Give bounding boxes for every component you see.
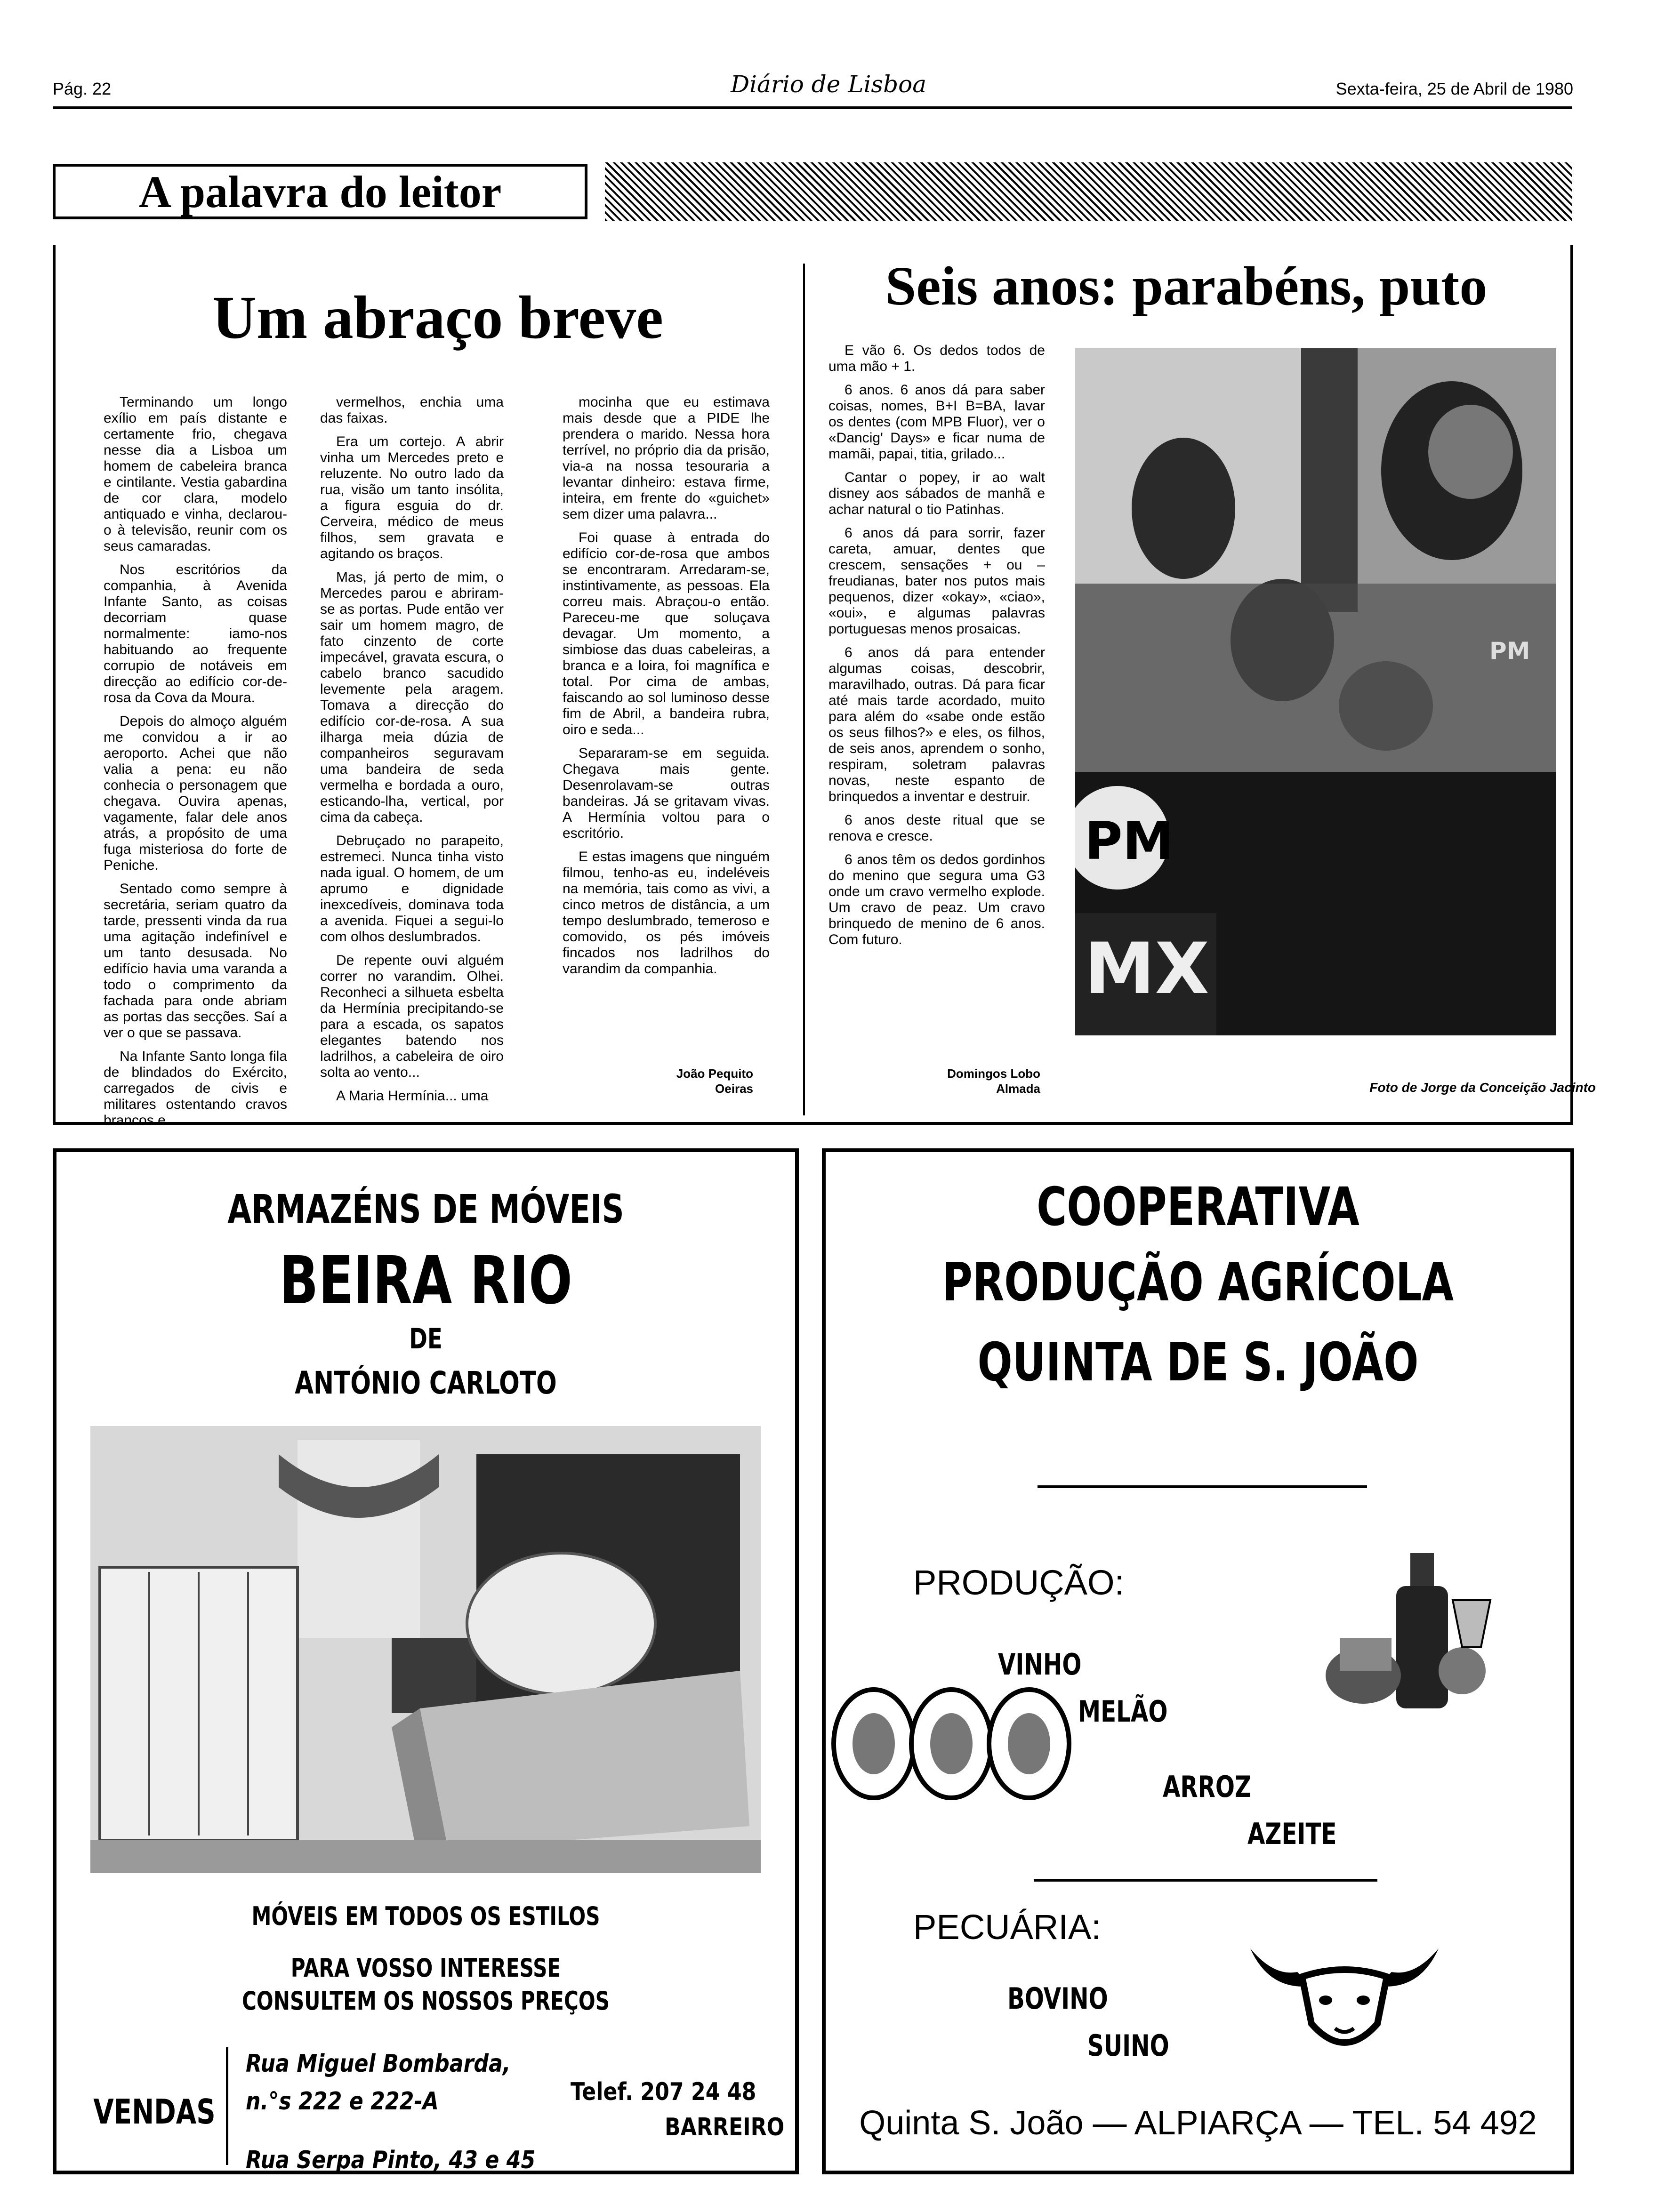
paragraph: 6 anos têm os dedos gordinhos do menino que segura uma G3 onde um cravo vermelho explode. Um cravo de peaz. Um cravo brinquedo de menino de 6 anos. Com futuro. [828, 852, 1045, 947]
ad1-address2: n.°s 222 e 222-A [246, 2087, 439, 2116]
paragraph: 6 anos dá para sorrir, fazer careta, amuar, dentes que crescem, sensações + ou – freudianas, bater nos putos mais pequenos, dizer «okay», «ciao», «oui», e algumas palavras portuguesas menos prosaicas. [828, 525, 1045, 637]
letter1-column-1 [104, 394, 287, 1136]
ad2-line1: COOPERATIVA [1037, 1177, 1359, 1238]
soldiers-photo [1075, 348, 1556, 1035]
ad1-brand: BEIRA RIO [279, 1242, 572, 1319]
signature-name: João Pequito [676, 1066, 753, 1081]
ad2-line3: QUINTA DE S. JOÃO [977, 1332, 1419, 1393]
ad1-sales-label: VENDAS [93, 2092, 216, 2132]
frame-left-rule [53, 245, 56, 1125]
paragraph: De repente ouvi alguém correr no varandim. Olhei. Reconheci a silhueta esbelta da Hermínia precipitando-se para a escada, os sapatos elegantes batendo nos ladrilhos, a cabeleira de oiro solta ao vento... [320, 953, 504, 1080]
paragraph: vermelhos, enchia uma das faixas. [320, 394, 504, 426]
paragraph: Na Infante Santo longa fila de blindados do Exército, carregados de civis e militares ostentando cravos brancos e [104, 1049, 287, 1128]
wine-still-life-icon [1321, 1534, 1500, 1713]
ad2-line2: PRODUÇÃO AGRÍCOLA [942, 1252, 1454, 1313]
ad1-cta2: CONSULTEM OS NOSSOS PREÇOS [241, 1986, 610, 2016]
ad2-rule-bottom [1034, 1879, 1377, 1882]
paragraph: E vão 6. Os dedos todos de uma mão + 1. [828, 343, 1045, 374]
bedroom-photo [90, 1426, 761, 1873]
barrels-icon [831, 1685, 1076, 1803]
newspaper-title: Diário de Lisboa [730, 71, 927, 98]
paragraph: Era um cortejo. A abrir vinha um Mercedes preto e reluzente. No outro lado da rua, visão um tanto insólita, a figura esguia do dr. Cerveira, médico de meus filhos, sem gravata e agitando os braços. [320, 434, 504, 561]
ad1-city: BARREIRO [665, 2113, 785, 2141]
column-divider [803, 264, 805, 1115]
ad1-owner: ANTÓNIO CARLOTO [295, 1365, 557, 1401]
letter2-signature [894, 1066, 1040, 1096]
livestock-suino: SUINO [1087, 2028, 1169, 2063]
signature-place: Almada [996, 1082, 1040, 1096]
bull-head-icon [1241, 1934, 1448, 2061]
signature-name: Domingos Lobo [947, 1066, 1040, 1081]
page-number: Pág. 22 [53, 79, 112, 98]
paragraph: Separaram-se em seguida. Chegava mais gente. Desenrolavam-se outras bandeiras. Já se gritavam vivas. A Hermínia voltou para o escritório. [563, 745, 770, 841]
paragraph: Terminando um longo exílio em país distante e certamente frio, chegava nesse dia a Lisboa um homem de cabeleira branca e cintilante. Vestia gabardina de cor clara, modelo antiquado e vinha, declarou-o à televisão, reunir com os seus camaradas. [104, 394, 287, 554]
product-vinho: VINHO [998, 1647, 1082, 1682]
letter1-headline: Um abraço breve [212, 284, 663, 352]
paragraph: 6 anos. 6 anos dá para saber coisas, nomes, B+I B=BA, lavar os dentes (com MPB Fluor), ver o «Dancig' Days» e ficar numa de mamãi, papai, titia, grilado... [828, 382, 1045, 462]
paragraph: mocinha que eu estimava mais desde que a PIDE lhe prendera o marido. Nessa hora terrível, no próprio dia da prisão, via-a na nossa tesouraria a levantar dinheiro: estava firme, inteira, em frente do «guichet» sem dizer uma palavra... [563, 394, 770, 522]
ad1-phone: Telef. 207 24 48 [571, 2078, 756, 2106]
paragraph: Cantar o popey, ir ao walt disney aos sábados de manhã e achar natural o tio Patinhas. [828, 470, 1045, 517]
paragraph: Sentado como sempre à secretária, seriam quatro da tarde, pressenti vinda da rua uma agitação indefinível e um tanto desusada. No edifício havia uma varanda a todo o comprimento da fachada para onde abriam as portas das secções. Saí a ver o que se passava. [104, 881, 287, 1041]
ad1-tagline: MÓVEIS EM TODOS OS ESTILOS [251, 1901, 600, 1931]
paragraph: Nos escritórios da companhia, à Avenida Infante Santo, as coisas decorriam quase normalmente: iamo-nos habituando ao frequente corrupio de notáveis em direcção ao edifício cor-de-rosa da Cova da Moura. [104, 562, 287, 705]
paragraph: 6 anos dá para entender algumas coisas, descobrir, maravilhado, outras. Dá para ficar até mais tarde acordado, muito para além do «sabe onde estão os seus filhos?» e eles, os filhos, de seis anos, aprendem o sonho, respiram, soletram palavras novas, neste espanto de brinquedos a inventar e destruir. [828, 645, 1045, 804]
ad1-cta1: PARA VOSSO INTERESSE [290, 1953, 561, 1983]
product-melao: MELÃO [1078, 1694, 1168, 1729]
letter2-column [828, 343, 1045, 955]
frame-right-rule [1570, 245, 1573, 1125]
section-hatch-decoration [605, 162, 1572, 221]
ad1-address1: Rua Miguel Bombarda, [246, 2050, 511, 2078]
paragraph: 6 anos deste ritual que se renova e cresce. [828, 812, 1045, 844]
photo-mark-pm: PM [1085, 811, 1174, 871]
letter1-signature [612, 1066, 753, 1096]
paragraph: Foi quase à entrada do edifício cor-de-rosa que ambos se encontraram. Arredaram-se, instintivamente, as pessoas. Ela correu mais. Abraçou-o então. Pareceu-me que soluçava devagar. Um momento, a simbiose das duas cabeleiras, a branca e a loira, foi magnífica e total. Por cima de ambas, faiscando ao sol luminoso desse fim de Abril, a bandeira rubra, oiro e seda... [563, 530, 770, 737]
paragraph: Debruçado no parapeito, estremeci. Nunca tinha visto nada igual. O homem, de um aprumo e dignidade inexcedíveis, dominava toda a avenida. Fiquei a segui-lo com olhos deslumbrados. [320, 833, 504, 945]
bedroom-illustration [90, 1426, 761, 1873]
paragraph: Depois do almoço alguém me convidou a ir ao aeroporto. Achei que não valia a pena: eu não conhecia o personagem que chegava. Ouvira apenas, vagamente, falar dele anos atrás, a propósito de uma fuga misteriosa do forte de Peniche. [104, 713, 287, 873]
ad1-address3: Rua Serpa Pinto, 43 e 45 [246, 2146, 536, 2174]
letter1-column-3 [563, 394, 770, 985]
masthead-rule [53, 106, 1572, 109]
livestock-label: PECUÁRIA: [913, 1907, 1101, 1947]
product-azeite: AZEITE [1247, 1817, 1337, 1851]
ad1-line3: DE [409, 1322, 442, 1355]
paragraph: A Maria Hermínia... uma [336, 1088, 489, 1104]
ad2-rule-top [1038, 1485, 1367, 1488]
product-arroz: ARROZ [1163, 1770, 1252, 1804]
livestock-bovino: BOVINO [1007, 1981, 1108, 2016]
paragraph: Mas, já perto de mim, o Mercedes parou e abriram-se as portas. Pude então ver sair um homem magro, de fato cinzento de corte impecável, gravata escura, o cabelo branco sacudido levemente pela aragem. Tomava a direcção do edifício cor-de-rosa. A sua ilharga meia dúzia de companheiros seguravam uma bandeira de seda vermelha e bordada a ouro, esticando-lha, vertical, por cima da cabeça. [320, 569, 504, 825]
photo-mark-mx: MX [1085, 928, 1209, 1010]
soldiers-photo-illustration [1075, 348, 1556, 1035]
issue-date: Sexta-feira, 25 de Abril de 1980 [1335, 79, 1573, 98]
production-label: PRODUÇÃO: [913, 1563, 1125, 1602]
section-title: A palavra do leitor [53, 164, 587, 219]
ad1-line1: ARMAZÉNS DE MÓVEIS [227, 1186, 624, 1232]
photo-credit: Foto de Jorge da Conceição Jacinto [1369, 1080, 1596, 1095]
letter1-column-2 [320, 394, 504, 1112]
letter2-headline: Seis anos: parabéns, puto [885, 255, 1488, 317]
signature-place: Oeiras [715, 1082, 753, 1096]
paragraph: E estas imagens que ninguém filmou, tenho-as eu, indeléveis na memória, tais como as vivi, a cinco metros de distância, a um tempo deslumbrado, temeroso e comovido, os pés imóveis fincados nos ladrilhos do varandim da companhia. [563, 849, 770, 977]
photo-mark-pm-small: PM [1489, 637, 1530, 665]
ad1-divider [226, 2047, 228, 2165]
ad2-footer: Quinta S. João — ALPIARÇA — TEL. 54 492 [859, 2104, 1537, 2142]
